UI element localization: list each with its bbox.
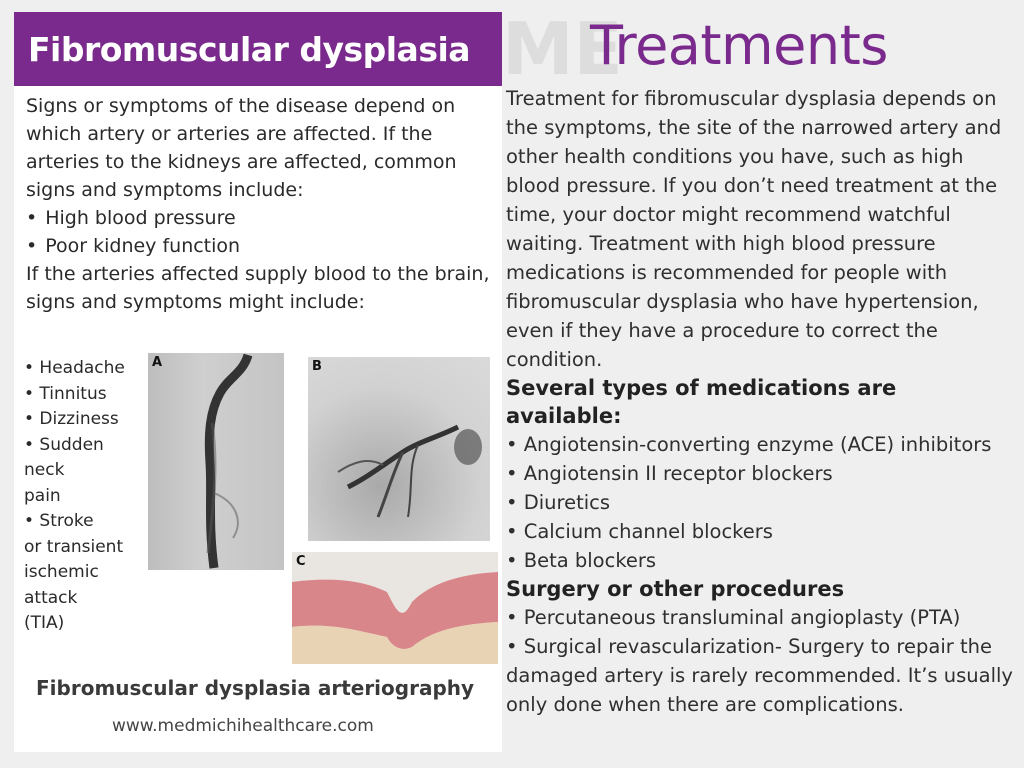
artery-illustration-b: [308, 357, 490, 541]
artery-illustration-a: [148, 353, 284, 570]
arteriography-image-b: [308, 357, 490, 541]
kidney-bullet: • Poor kidney function: [26, 232, 496, 260]
medications-heading: Several types of medications are available:: [506, 376, 897, 428]
intro-paragraph: Signs or symptoms of the disease depend on which artery or arteries are affected. If the arteries to the kidneys are affected, common signs and symptoms include:: [26, 95, 457, 201]
page-title: Fibromuscular dysplasia: [28, 29, 471, 69]
symptom-line: • Stroke: [24, 511, 94, 531]
treatments-title: Treatments: [590, 14, 888, 77]
surgery-item: • Percutaneous transluminal angioplasty (PTA): [506, 606, 961, 629]
treatments-content: [506, 84, 1014, 719]
symptom-line: • Dizziness: [24, 409, 119, 429]
title-bar: [14, 12, 502, 86]
symptom-line: or transient: [24, 536, 124, 557]
histology-image-c: [292, 552, 498, 664]
svg-text:ME: ME: [502, 10, 623, 84]
website-url: www.medmichihealthcare.com: [112, 716, 374, 736]
kidney-bullet: • High blood pressure: [26, 204, 496, 232]
symptom-line: ischemic: [24, 562, 99, 582]
surgery-heading: Surgery or other procedures: [506, 577, 845, 601]
medication-item: • Diuretics: [506, 491, 611, 514]
medication-item: • Angiotensin-converting enzyme (ACE) inhibitors: [506, 433, 992, 456]
medication-item: • Calcium channel blockers: [506, 520, 773, 543]
image-caption: Fibromuscular dysplasia arteriography: [36, 676, 475, 700]
symptom-line: neck: [24, 460, 65, 480]
symptom-line: • Headache: [24, 358, 125, 378]
treatment-paragraph: Treatment for fibromuscular dysplasia depends on the symptoms, the site of the narrowed artery and other health conditions you have, such as high blood pressure. If you don’t need treatment at the time, your doctor might recommend watchful waiting. Treatment with high blood pressure medications is recommended for people with fibromuscular dysplasia who have hypertension, even if they have a procedure to correct the condition.: [506, 87, 1002, 371]
image-label-a: A: [152, 355, 163, 370]
brain-symptom-list: [24, 356, 142, 637]
image-label-c: C: [296, 554, 306, 569]
surgery-item: • Surgical revascularization- Surgery to repair the damaged artery is rarely recommended. It’s usually only done when there are complications.: [506, 635, 1013, 716]
arteriography-image-a: [148, 353, 284, 570]
medication-item: • Angiotensin II receptor blockers: [506, 462, 833, 485]
symptom-line: • Sudden: [24, 434, 104, 455]
symptom-line: pain: [24, 485, 61, 506]
symptom-line: • Tinnitus: [24, 383, 107, 404]
left-intro-block: [26, 92, 496, 316]
symptom-line: (TIA): [24, 613, 65, 633]
kidney-bullet-list: [26, 204, 496, 260]
image-label-b: B: [312, 359, 322, 374]
brain-intro-paragraph: If the arteries affected supply blood to the brain, signs and symptoms might include:: [26, 263, 490, 313]
symptom-line: attack: [24, 587, 78, 608]
tissue-illustration-c: [292, 552, 498, 664]
medication-item: • Beta blockers: [506, 549, 657, 572]
